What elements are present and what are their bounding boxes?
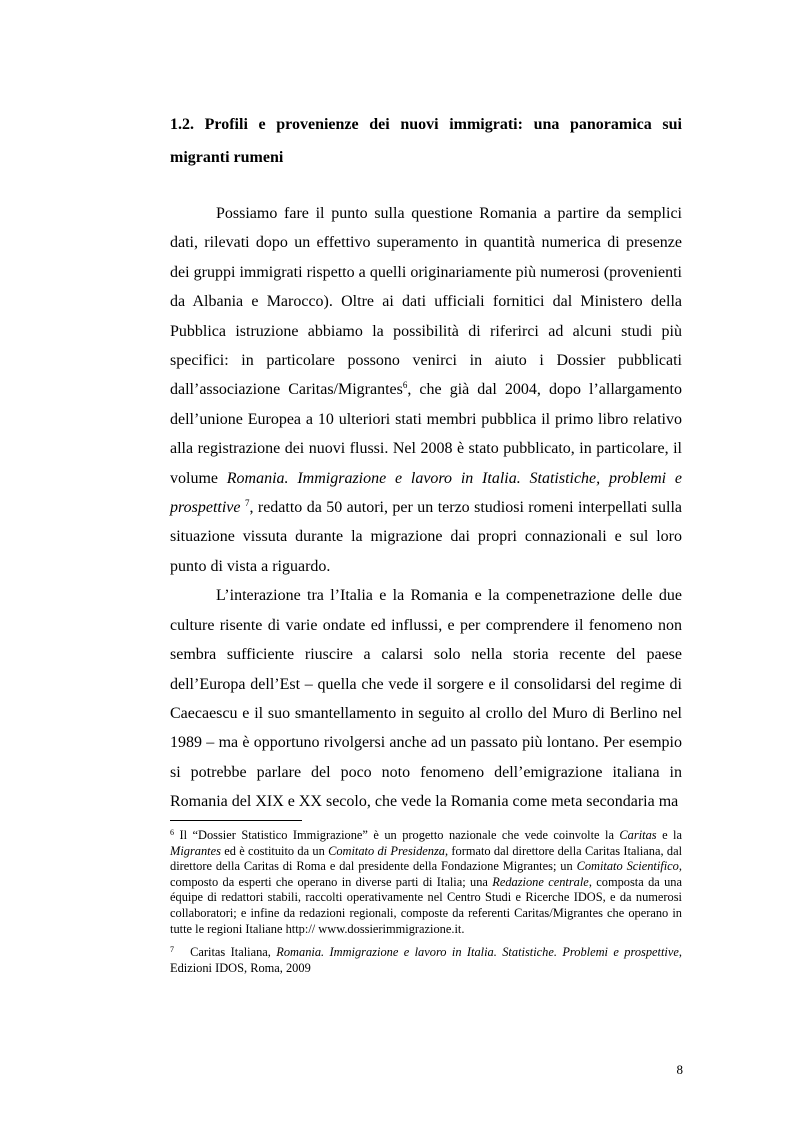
paragraph-1-text-b: , che già dal 2004, dopo l’allargamento dell’unione Europea a 10 ulteriori stati membri pubblica il primo libro relativo alla registrazione dei nuovi flussi. Nel 2008 è stato pubblicato, in particolare, il volume — [170, 381, 683, 487]
footnote-7 — [170, 945, 682, 976]
body-text — [170, 199, 682, 817]
footnote-6-italic: Comitato di Presidenza — [328, 843, 446, 858]
paragraph-1-text-c: , redatto da 50 autori, per un terzo studiosi romeni interpellati sulla situazione vissuta durante la migrazione dai propri connazionali e sul loro punto di vista a riguardo. — [170, 499, 683, 575]
section-heading-line-1: 1.2. Profili e provenienze dei nuovi immigrati: una panoramica sui — [170, 116, 682, 133]
footnote-6-text: e la — [656, 828, 682, 842]
footnote-6-text: Il “Dossier Statistico Immigrazione” è un progetto nazionale che vede coinvolte la — [174, 828, 620, 842]
footnote-separator — [170, 820, 302, 821]
footnote-ref-6: 6 — [402, 380, 408, 391]
footnote-6-text: , composta da una équipe di redattori stabili, raccolti operativamente nel Centro Studi e Ricerche IDOS, e da numerosi collaboratori; e infine da redazioni regionali, composte da referenti Caritas/Migrantes che operano in tutte le regioni Italiane http:// www.dossierimmigrazione.it. — [170, 874, 682, 936]
footnote-6-italic: Redazione centrale — [492, 874, 589, 889]
footnote-6-text: ed è costituito da un — [220, 843, 329, 858]
section-heading-line-2: migranti rumeni — [170, 149, 284, 166]
footnote-6-italic: Comitato Scientifico — [576, 859, 679, 874]
footnote-7-italic: Romania. Immigrazione e lavoro in Italia. Statistiche. Problemi e prospettive — [276, 945, 679, 960]
paragraph-1-text-a: Possiamo fare il punto sulla questione Romania a partire da semplici dati, rilevati dopo un effettivo superamento in quantità numerica di presenze dei gruppi immigrati rispetto a quelli originariamente più numerosi (provenienti da Albania e Marocco). Oltre ai dati ufficiali fornitici dal Ministero della Pubblica istruzione abbiamo la possibilità di riferirci ad alcuni studi più specifici: in particolare possono venirci in aiuto i Dossier pubblicati dall’associazione Caritas/Migrantes — [170, 205, 682, 399]
paragraph-1 — [170, 199, 682, 581]
footnote-7-text: , Edizioni IDOS, Roma, 2009 — [170, 945, 682, 975]
footnote-6-text: , formato dal direttore della Caritas Italiana, dal direttore della Caritas di Roma e dal presidente della Fondazione Migrantes; un — [170, 843, 683, 874]
footnote-6-italic: Migrantes — [170, 843, 221, 858]
footnote-7-number: 7 — [170, 945, 174, 955]
footnote-6-number: 6 — [170, 828, 174, 837]
footnote-6-italic: Caritas — [619, 828, 657, 842]
footnote-6 — [170, 828, 682, 937]
paragraph-2: L’interazione tra l’Italia e la Romania e la compenetrazione delle due culture risente di varie ondate ed influssi, e per comprendere il fenomeno non sembra sufficiente riuscire a calarsi solo nella storia recente del paese dell’Europa dell’Est – quella che vede il sorgere e il consolidarsi del regime di Caecaescu e il suo smantellamento in seguito al crollo del Muro di Berlino nel 1989 – ma è opportuno rivolgersi anche ad un passato più lontano. Per esempio si potrebbe parlare del poco noto fenomeno dell’emigrazione italiana in Romania del XIX e XX secolo, che vede la Romania come meta secondaria ma — [170, 587, 682, 811]
footnote-ref-7: 7 — [244, 498, 250, 509]
footnote-6-text: , composto da esperti che operano in diverse parti di Italia; una — [170, 859, 682, 889]
book-title: Romania. Immigrazione e lavoro in Italia. Statistiche, problemi e prospettive — [170, 469, 683, 517]
footnote-7-text: Caritas Italiana, — [174, 945, 277, 960]
page-number: 8 — [676, 1062, 683, 1077]
footnotes — [170, 828, 682, 976]
section-heading — [170, 108, 682, 174]
